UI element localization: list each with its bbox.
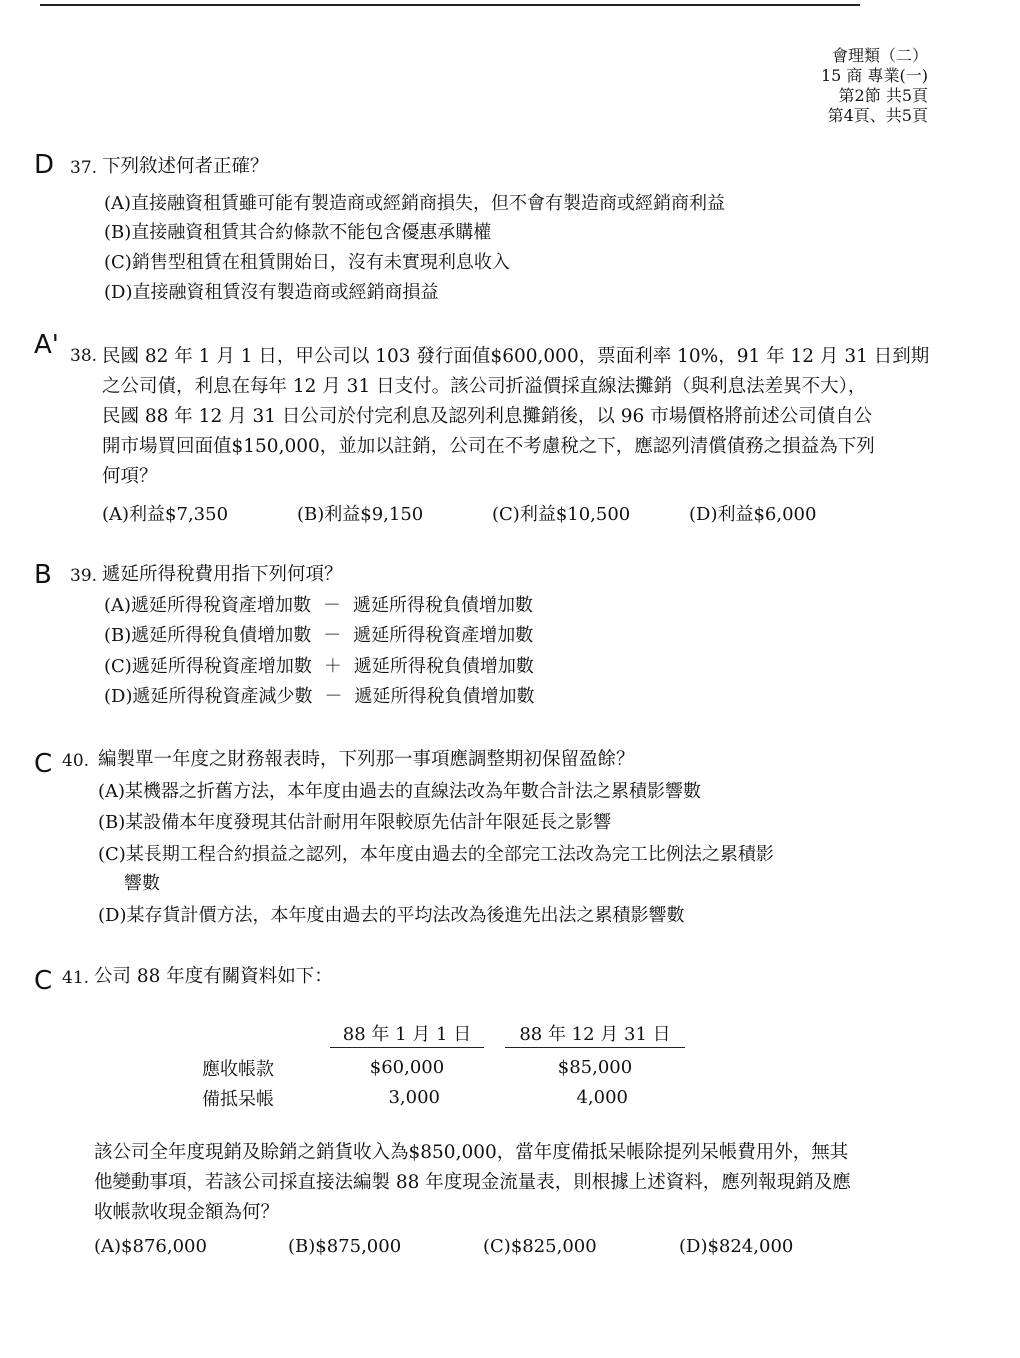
question-number: 37. <box>70 158 98 178</box>
table-cell: 4,000 <box>576 1087 628 1108</box>
question-number: 39. <box>70 566 98 586</box>
stem-line: 民國 82 年 1 月 1 日，甲公司以 103 發行面值$600,000，票面利率 10%，91 年 12 月 31 日到期 <box>102 346 930 367</box>
header-underline <box>330 1047 484 1048</box>
question-stem <box>102 342 932 492</box>
question-number: 41. <box>62 968 90 988</box>
handwritten-answer: C <box>34 749 53 779</box>
header-underline <box>505 1047 685 1048</box>
option-b: (B)利益$9,150 <box>297 504 424 525</box>
option-right: 遞延所得稅資產增加數 <box>353 625 534 646</box>
option-d: (D)$824,000 <box>679 1236 794 1257</box>
option-b <box>104 621 533 651</box>
option-b: (B)某設備本年度發現其估計耐用年限較原先估計年限延長之影響 <box>98 812 612 833</box>
option-d <box>104 682 534 712</box>
question-stem: 公司 88 年度有關資料如下： <box>94 966 333 987</box>
option-a: (A)$876,000 <box>94 1236 207 1257</box>
question-stem: 遞延所得稅費用指下列何項？ <box>102 564 343 585</box>
header-line-3: 第2節 共5頁 <box>838 86 928 105</box>
row-label: 備抵呆帳 <box>202 1089 274 1110</box>
operator-sign: － <box>323 595 342 616</box>
handwritten-answer: D <box>34 150 55 180</box>
table-cell: $85,000 <box>557 1057 633 1078</box>
option-c: (C)銷售型租賃在租賃開始日，沒有未實現利息收入 <box>104 252 510 273</box>
data-table <box>0 1020 1020 1120</box>
option-d: (D)某存貨計價方法，本年度由過去的平均法改為後進先出法之累積影響數 <box>98 905 685 926</box>
operator-sign: － <box>324 686 343 707</box>
handwritten-answer: A' <box>34 330 59 360</box>
paragraph-line: 他變動事項，若該公司採直接法編製 88 年度現金流量表，則根據上述資料，應列報現銷及應 <box>94 1172 851 1193</box>
handwritten-answer: C <box>34 966 53 996</box>
question-stem: 編製單一年度之財務報表時，下列那一事項應調整期初保留盈餘？ <box>98 749 635 770</box>
stem-line: 開市場買回面值$150,000，並加以註銷，公司在不考慮稅之下，應認列清償債務之損益為下列 <box>102 436 875 457</box>
option-label: (C)遞延所得稅資產增加數 <box>104 656 312 677</box>
option-c: (C)某長期工程合約損益之認列，本年度由過去的全部完工法改為完工比例法之累積影 <box>98 844 774 865</box>
option-right: 遞延所得稅負債增加數 <box>353 595 534 616</box>
table-cell: 3,000 <box>388 1087 440 1108</box>
question-number: 40. <box>62 751 90 771</box>
option-right: 遞延所得稅負債增加數 <box>354 686 535 707</box>
handwritten-answer: B <box>34 560 52 590</box>
option-c <box>104 652 534 682</box>
column-header: 88 年 1 月 1 日 <box>342 1024 472 1045</box>
option-d: (D)利益$6,000 <box>689 504 817 525</box>
option-d: (D)直接融資租賃沒有製造商或經銷商損益 <box>104 282 439 303</box>
question-number: 38. <box>70 346 98 366</box>
option-c: (C)$825,000 <box>483 1236 597 1257</box>
option-c: (C)利益$10,500 <box>492 504 631 525</box>
header-line-1: 會理類（二） <box>831 46 928 65</box>
question-stem: 下列敘述何者正確？ <box>102 156 269 177</box>
top-rule <box>40 4 860 6</box>
option-a: (A)利益$7,350 <box>102 504 229 525</box>
operator-sign: ＋ <box>323 656 342 677</box>
question-paragraph <box>94 1138 934 1228</box>
option-a: (A)某機器之折舊方法，本年度由過去的直線法改為年數合計法之累積影響數 <box>98 781 702 802</box>
paragraph-line: 該公司全年度現銷及賒銷之銷貨收入為$850,000，當年度備抵呆帳除提列呆帳費用外，無其 <box>94 1142 849 1163</box>
option-label: (D)遞延所得稅資產減少數 <box>104 686 313 707</box>
header-line-4: 第4頁、共5頁 <box>827 106 928 125</box>
stem-line: 何項？ <box>102 466 158 487</box>
paragraph-line: 收帳款收現金額為何？ <box>94 1202 280 1223</box>
option-label: (A)遞延所得稅資產增加數 <box>104 595 312 616</box>
option-c-continued: 響數 <box>124 873 160 894</box>
option-b: (B)$875,000 <box>288 1236 402 1257</box>
row-label: 應收帳款 <box>202 1059 274 1080</box>
column-header: 88 年 12 月 31 日 <box>519 1024 671 1045</box>
page-header <box>821 46 928 126</box>
option-b: (B)直接融資租賃其合約條款不能包含優惠承購權 <box>104 222 492 243</box>
option-a: (A)直接融資租賃雖可能有製造商或經銷商損失，但不會有製造商或經銷商利益 <box>104 193 726 214</box>
table-cell: $60,000 <box>369 1057 445 1078</box>
option-a <box>104 591 533 621</box>
option-right: 遞延所得稅負債增加數 <box>353 656 534 677</box>
stem-line: 之公司債，利息在每年 12 月 31 日支付。該公司折溢價採直線法攤銷（與利息法差異不大）， <box>102 376 867 397</box>
header-line-2: 15 商 專業(一) <box>820 66 928 85</box>
operator-sign: － <box>323 625 342 646</box>
stem-line: 民國 88 年 12 月 31 日公司於付完利息及認列利息攤銷後，以 96 市場價格將前述公司債自公 <box>102 406 873 427</box>
option-label: (B)遞延所得稅負債增加數 <box>104 625 312 646</box>
